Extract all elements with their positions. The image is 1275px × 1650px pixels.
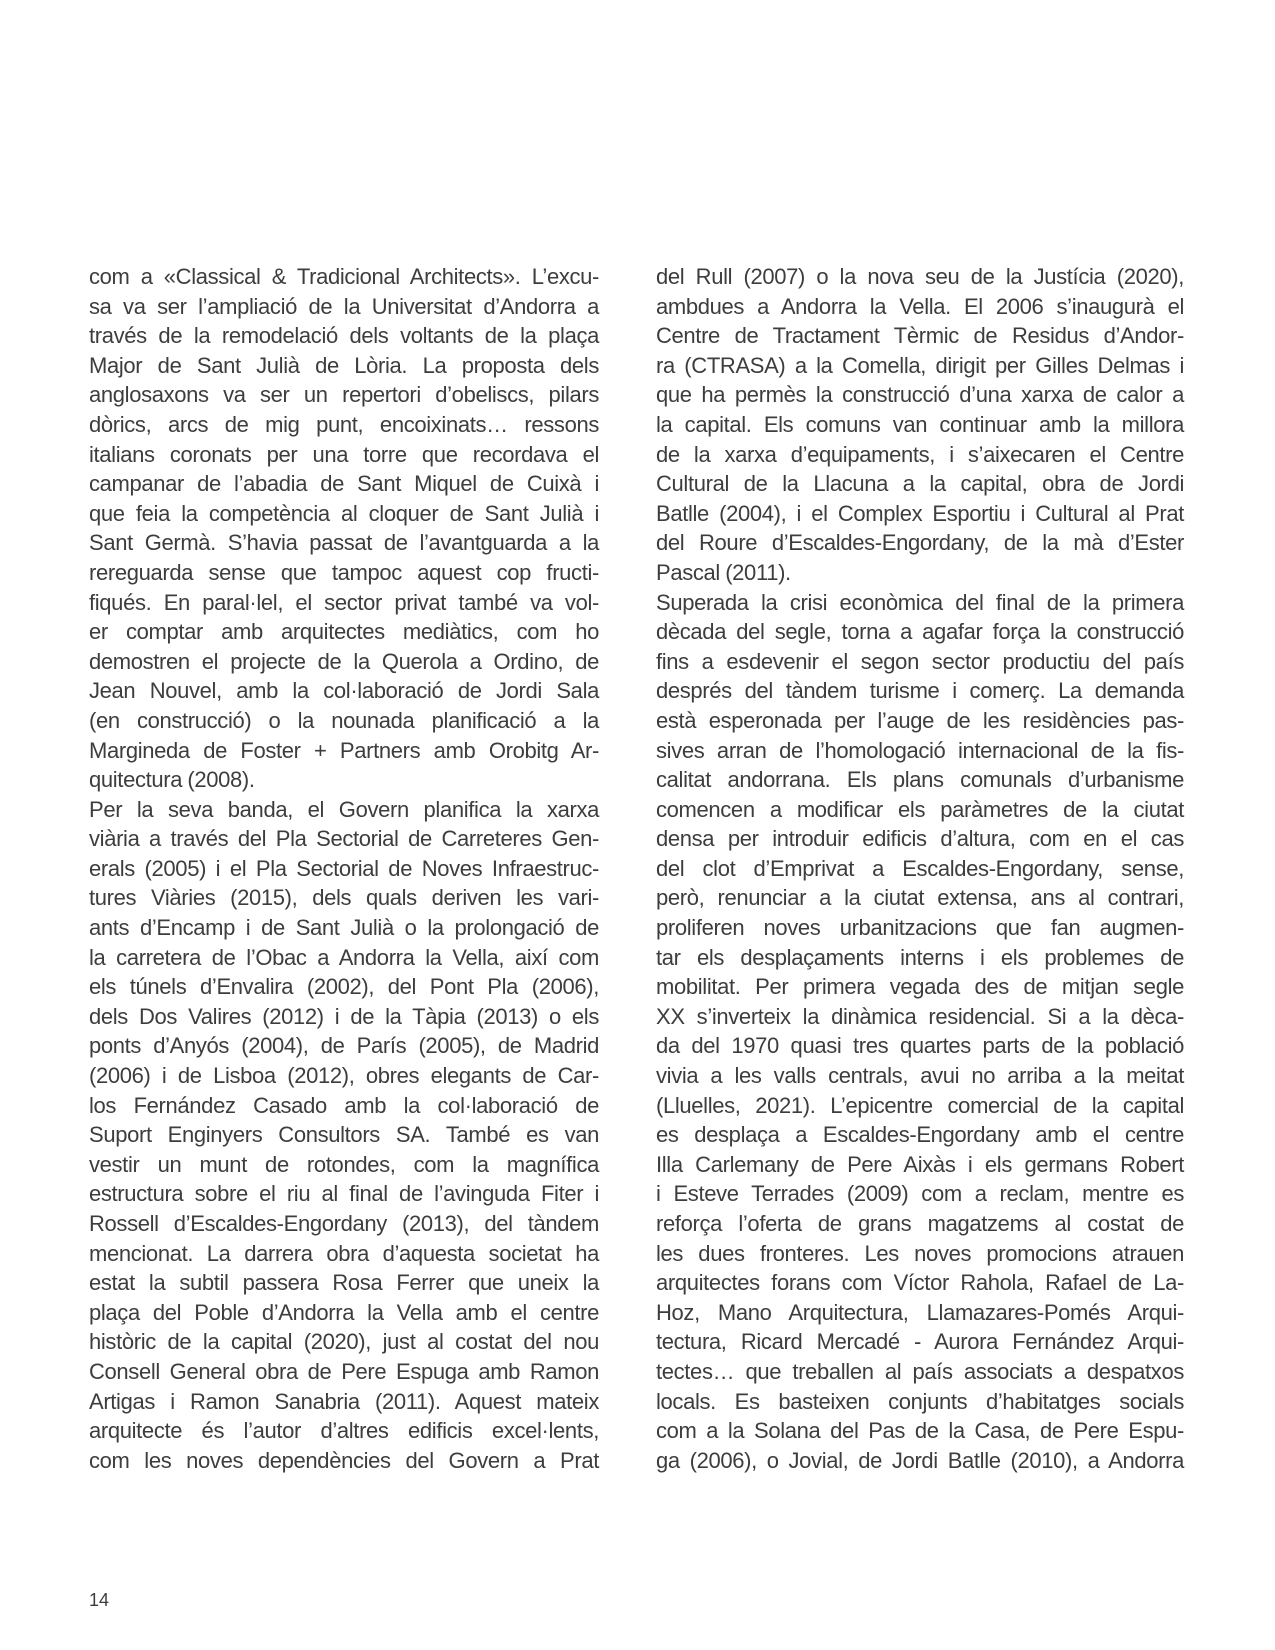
text-line: la carretera de l’Obac a Andorra la Vella, així com [89, 944, 599, 970]
text-line: tures Viàries (2015), dels quals deriven les vari- [89, 885, 599, 911]
text-line: través de la remodelació dels voltants de la plaça [89, 323, 599, 349]
text-line: dècada del segle, torna a agafar força la construcció [656, 619, 1184, 645]
page-number: 14 [89, 1590, 110, 1610]
text-line: arquitecte és l’autor d’altres edificis excel·lents, [89, 1418, 599, 1444]
text-line: els túnels d’Envalira (2002), del Pont Pla (2006), [89, 974, 599, 1000]
text-line: es desplaça a Escaldes-Engordany amb el centre [656, 1122, 1184, 1148]
text-line: mobilitat. Per primera vegada des de mitjan segle [656, 974, 1184, 1000]
text-line: estructura sobre el riu al final de l’avinguda Fiter i [89, 1181, 599, 1207]
text-line: demostren el projecte de la Querola a Ordino, de [89, 648, 599, 674]
text-line: Superada la crisi econòmica del final de la primera [656, 589, 1184, 615]
text-line: després del tàndem turisme i comerç. La demanda [656, 678, 1184, 704]
text-line: arquitectes forans com Víctor Rahola, Rafael de La- [656, 1270, 1184, 1296]
text-line: i Esteve Terrades (2009) com a reclam, mentre es [656, 1181, 1184, 1207]
text-line: Major de Sant Julià de Lòria. La proposta dels [89, 352, 599, 378]
text-line: fiqués. En paral·lel, el sector privat també va vol- [89, 589, 599, 615]
text-line: Cultural de la Llacuna a la capital, obra de Jordi [656, 471, 1184, 497]
text-line: vestir un munt de rotondes, com la magnífica [89, 1151, 599, 1177]
text-line: calitat andorrana. Els plans comunals d’urbanisme [656, 767, 1184, 793]
text-line: er comptar amb arquitectes mediàtics, com ho [89, 619, 599, 645]
text-line: dels Dos Valires (2012) i de la Tàpia (2013) o els [89, 1003, 599, 1029]
text-line: reforça l’oferta de grans magatzems al costat de [656, 1211, 1184, 1236]
text-line: Hoz, Mano Arquitectura, Llamazares-Pomés Arqui- [656, 1299, 1184, 1325]
text-line: anglosaxons va ser un repertori d’obeliscs, pilars [89, 382, 599, 408]
text-line: sives arran de l’homologació internacional de la fis- [656, 737, 1184, 763]
text-line: (Lluelles, 2021). L’epicentre comercial de la capital [656, 1092, 1184, 1118]
text-line: la capital. Els comuns van continuar amb la millora [656, 411, 1184, 437]
text-line: estat la subtil passera Rosa Ferrer que uneix la [89, 1270, 599, 1296]
text-line: de la xarxa d’equipaments, i s’aixecaren el Centre [656, 441, 1184, 467]
text-line: erals (2005) i el Pla Sectorial de Noves Infraestruc- [89, 855, 599, 881]
text-line: històric de la capital (2020), just al costat del nou [89, 1329, 599, 1355]
text-column-left [89, 262, 599, 1475]
text-line: locals. Es basteixen conjunts d’habitatges socials [656, 1388, 1184, 1414]
text-line: campanar de l’abadia de Sant Miquel de Cuixà i [89, 471, 599, 497]
text-line: està esperonada per l’auge de les residències pas- [656, 707, 1184, 733]
text-line: (en construcció) o la nounada planificació a la [89, 707, 599, 733]
text-line: ga (2006), o Jovial, de Jordi Batlle (2010), a Andorra [656, 1447, 1184, 1473]
text-line: Illa Carlemany de Pere Aixàs i els germans Robert [656, 1151, 1184, 1177]
text-column-right [656, 262, 1184, 1475]
text-line: XX s’inverteix la dinàmica residencial. Si a la dèca- [656, 1003, 1184, 1029]
text-line: Artigas i Ramon Sanabria (2011). Aquest mateix [89, 1388, 599, 1414]
text-line: Per la seva banda, el Govern planifica la xarxa [89, 796, 599, 822]
text-line: los Fernández Casado amb la col·laboració de [89, 1092, 599, 1118]
text-line: del clot d’Emprivat a Escaldes-Engordany, sense, [656, 855, 1184, 881]
text-line: del Rull (2007) o la nova seu de la Justícia (2020), [656, 264, 1184, 289]
text-line: que ha permès la construcció d’una xarxa de calor a [656, 382, 1184, 408]
text-line: Jean Nouvel, amb la col·laboració de Jordi Sala [89, 678, 599, 704]
text-line: mencionat. La darrera obra d’aquesta societat ha [89, 1240, 599, 1266]
text-line: rereguarda sense que tampoc aquest cop fructi- [89, 559, 599, 585]
text-line: Batlle (2004), i el Complex Esportiu i Cultural al Prat [656, 500, 1184, 526]
text-line: Centre de Tractament Tèrmic de Residus d’Andor- [656, 323, 1184, 349]
text-line: proliferen noves urbanitzacions que fan augmen- [656, 915, 1184, 941]
text-line: comencen a modificar els paràmetres de la ciutat [656, 796, 1184, 822]
text-line: (2006) i de Lisboa (2012), obres elegants de Car- [89, 1063, 599, 1089]
text-line: Pascal (2011). [656, 559, 791, 585]
text-line: tectura, Ricard Mercadé - Aurora Fernández Arqui- [656, 1329, 1184, 1355]
text-line: del Roure d’Escaldes-Engordany, de la mà d’Ester [656, 530, 1184, 556]
text-line: Margineda de Foster + Partners amb Orobitg Ar- [89, 737, 599, 763]
text-line: da del 1970 quasi tres quartes parts de la població [656, 1033, 1184, 1059]
text-line: que feia la competència al cloquer de Sant Julià i [89, 500, 599, 526]
text-line: viària a través del Pla Sectorial de Carreteres Gen- [89, 826, 599, 852]
text-line: vivia a les valls centrals, avui no arriba a la meitat [656, 1063, 1184, 1089]
text-line: les dues fronteres. Les noves promocions atrauen [656, 1240, 1184, 1266]
text-line: dòrics, arcs de mig punt, encoixinats… ressons [89, 411, 599, 437]
text-line: però, renunciar a la ciutat extensa, ans al contrari, [656, 885, 1184, 911]
text-line: italians coronats per una torre que recordava el [89, 441, 599, 467]
text-line: Sant Germà. S’havia passat de l’avantguarda a la [89, 530, 599, 556]
text-line: tar els desplaçaments interns i els problemes de [656, 944, 1184, 970]
text-line: ambdues a Andorra la Vella. El 2006 s’inaugurà el [656, 293, 1184, 319]
text-line: densa per introduir edificis d’altura, com en el cas [656, 826, 1184, 852]
text-line: fins a esdevenir el segon sector productiu del país [656, 648, 1184, 674]
text-line: Suport Enginyers Consultors SA. També es van [89, 1122, 599, 1148]
text-line: Rossell d’Escaldes-Engordany (2013), del tàndem [89, 1211, 599, 1236]
text-line: com les noves dependències del Govern a Prat [89, 1447, 599, 1473]
text-line: ponts d’Anyós (2004), de París (2005), de Madrid [89, 1033, 599, 1059]
text-line: ants d’Encamp i de Sant Julià o la prolongació de [89, 915, 599, 941]
text-line: Consell General obra de Pere Espuga amb Ramon [89, 1358, 599, 1384]
text-line: tectes… que treballen al país associats a despatxos [656, 1358, 1184, 1384]
text-line: sa va ser l’ampliació de la Universitat d’Andorra a [89, 293, 599, 319]
text-line: ra (CTRASA) a la Comella, dirigit per Gilles Delmas i [656, 352, 1184, 378]
text-line: quitectura (2008). [89, 767, 255, 793]
text-line: plaça del Poble d’Andorra la Vella amb el centre [89, 1299, 599, 1325]
text-line: com a «Classical & Tradicional Architects». L’excu- [89, 264, 599, 289]
text-line: com a la Solana del Pas de la Casa, de Pere Espu- [656, 1418, 1184, 1444]
